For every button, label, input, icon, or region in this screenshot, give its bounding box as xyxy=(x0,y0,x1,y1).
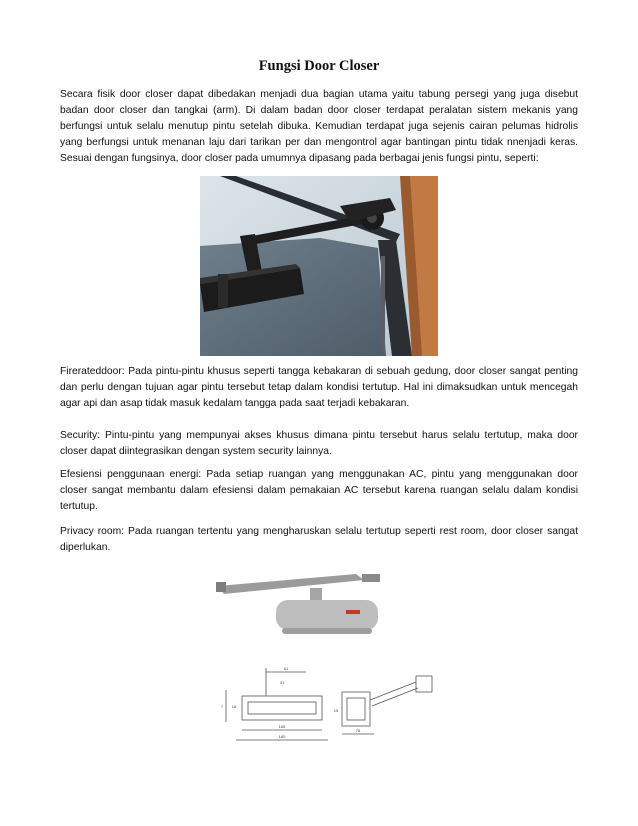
dim-label: 61 xyxy=(283,666,289,671)
page-title: Fungsi Door Closer xyxy=(258,58,380,74)
dim-label: 180 xyxy=(278,734,286,739)
privacy-paragraph: Privacy room: Pada ruangan tertentu yang mengharuskan selalu tertutup seperti rest room, door closer sangat diperlukan. xyxy=(60,526,578,553)
fire-rated-paragraph: Firerateddoor: Pada pintu-pintu khusus seperti tangga kebakaran di sebuah gedung, door closer sangat penting dan perlu dengan tujuan agar pintu tersebut tetap dalam kondisi tertutup. Hal ini dimaksudkan untuk mencegah agar api dan asap tidak masuk kedalam tangga pada saat terjadi kebakaran. xyxy=(60,366,578,409)
dim-label: 41 xyxy=(279,680,285,685)
closer-product-image xyxy=(216,574,380,634)
security-paragraph: Security: Pintu-pintu yang mempunyai akses khusus dimana pintu tersebut harus selalu tertutup, maka door closer dapat diintegrasikan dengan system security lainnya. xyxy=(60,430,578,457)
energy-paragraph: Efesiensi penggunaan energi: Pada setiap ruangan yang menggunakan AC, pintu yang menggunakan door closer sangat membantu dalam efesiensi dalam pemakaian AC tersebut karena ruangan selalu dalam kondisi tertutup. xyxy=(60,469,578,512)
door-closer-photo xyxy=(200,176,438,356)
dim-label: 165 xyxy=(278,724,286,729)
door-closer-diagram xyxy=(206,572,442,748)
intro-paragraph: Secara fisik door closer dapat dibedakan menjadi dua bagian utama yaitu tabung persegi yang juga disebut badan door closer dan tangkai (arm). Di dalam badan door closer terdapat peralatan sistem mekanis yang berfungsi untuk selalu menutup pintu setelah dibuka. Kemudian terdapat juga sejenis cairan pelumas hidrolis yang berfungsi untuk menanan laju dari tarikan per dan mengontrol agar bantingan pintu tidak nnenjadi keras. Sesuai dengan fungsinya, door closer pada umumnya dipasang pada berbagai jenis fungsi pintu, seperti: xyxy=(60,89,578,164)
dim-label: 15 xyxy=(333,708,339,713)
dim-label: 18 xyxy=(231,704,237,709)
dim-label: 78 xyxy=(355,728,361,733)
dim-label: 7 xyxy=(220,704,224,709)
